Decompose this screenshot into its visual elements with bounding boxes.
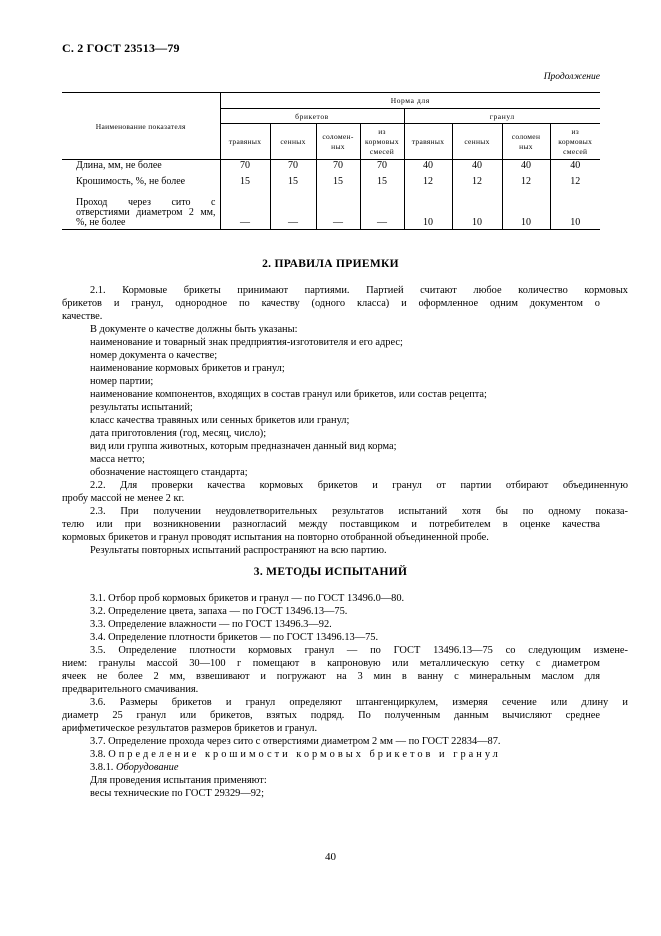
list-item: результаты испытаний; <box>90 402 193 413</box>
list-item: наименование и товарный знак предприятия-изготовителя и его адрес; <box>90 337 403 348</box>
equipment-intro: Для проведения испытания применяют: <box>90 775 267 786</box>
equipment-heading: Оборудование <box>116 762 179 773</box>
cell-value: 15 <box>270 176 316 192</box>
cell-value: 70 <box>360 160 404 176</box>
paragraph-3-3: 3.3. Определение влажности — по ГОСТ 13496.3—92. <box>90 619 332 630</box>
table-row <box>62 192 600 230</box>
list-item: наименование кормовых брикетов и гранул; <box>90 363 285 374</box>
cell-value: 10 <box>404 192 452 230</box>
paragraph-3-2: 3.2. Определение цвета, запаха — по ГОСТ 13496.13—75. <box>90 606 348 617</box>
subheader-feed-briquettes: из кормовых смесей <box>360 124 404 160</box>
subheader-hay-granules: сенных <box>452 124 502 160</box>
continuation-label: Продолжение <box>543 72 600 82</box>
paragraph-3-1: 3.1. Отбор проб кормовых брикетов и гранул — по ГОСТ 13496.0—80. <box>90 593 405 604</box>
list-item: обозначение настоящего стандарта; <box>90 467 248 478</box>
list-item: дата приготовления (год, месяц, число); <box>90 428 267 439</box>
subheader-grass-granules: травяных <box>404 124 452 160</box>
list-item: масса нетто; <box>90 454 145 465</box>
cell-value: 70 <box>316 160 360 176</box>
subheader-hay-briquettes: сенных <box>270 124 316 160</box>
cell-value: 15 <box>220 176 270 192</box>
paragraph-3-5-line: 3.5. Определение плотности кормовых гранул — по ГОСТ 13496.13—75 со следующим измене- <box>90 645 628 656</box>
cell-value: — <box>360 192 404 230</box>
paragraph-2-3-line: телю или при возникновении разногласий между поставщиком и потребителем в оценке качества <box>62 519 600 530</box>
list-item: номер документа о качестве; <box>90 350 218 361</box>
cell-value: 12 <box>452 176 502 192</box>
table-row <box>62 176 600 192</box>
paragraph-3-5-line: ячеек не более 2 мм, взвешивают и погружают на 3 мин в ванну с минеральным маслом для <box>62 671 600 682</box>
list-item: наименование компонентов, входящих в состав гранул или брикетов, или состав рецепта; <box>90 389 487 400</box>
cell-value: 40 <box>452 160 502 176</box>
paragraph-2-3-line: кормовых брикетов и гранул проводят испытания на повторно отобранной объединенной пробе. <box>62 532 489 543</box>
page-number: 40 <box>325 851 336 863</box>
paragraph-3-5-line: предварительного смачивания. <box>62 684 199 695</box>
list-item: вид или группа животных, которым предназначен данный вид корма; <box>90 441 397 452</box>
equipment-item: весы технические по ГОСТ 29329—92; <box>90 788 265 799</box>
paragraph-2-3-line: Результаты повторных испытаний распространяют на всю партию. <box>90 545 387 556</box>
paragraph-2-1-line: брикетов и гранул, однородное по качеству (одного класса) и оформленное одним документом о <box>62 298 600 309</box>
cell-value: 40 <box>404 160 452 176</box>
document-reference: С. 2 ГОСТ 23513—79 <box>62 41 180 55</box>
paragraph-3-6-line: диаметр 25 гранул или брикетов, взятых подряд. По полученным данным вычисляют среднее <box>62 710 600 721</box>
section-2-title: 2. ПРАВИЛА ПРИЕМКИ <box>262 258 399 270</box>
cell-value: 70 <box>270 160 316 176</box>
paragraph-3-5-line: нием: гранулы массой 30—100 г помещают в капроновую или металлическую сетку с диаметром <box>62 658 600 669</box>
paragraph-3-6-line: арифметическое результатов размеров брикетов и гранул. <box>62 723 318 734</box>
paragraph-3-8-title: Определение крошимости кормовых брикетов и гранул <box>108 749 501 760</box>
table-header-granules: гранул <box>404 109 600 124</box>
paragraph-2-1-line: 2.1. Кормовые брикеты принимают партиями. Партией считают любое количество кормовых <box>90 285 628 296</box>
cell-value: 12 <box>550 176 600 192</box>
paragraph-2-3-line: 2.3. При получении неудовлетворительных результатов испытаний хотя бы по одному показа- <box>90 506 628 517</box>
table-header-briquettes: брикетов <box>220 109 404 124</box>
cell-value: 40 <box>550 160 600 176</box>
cell-value: 40 <box>502 160 550 176</box>
quality-doc-intro: В документе о качестве должны быть указаны: <box>90 324 298 335</box>
cell-value: 10 <box>502 192 550 230</box>
cell-value: 12 <box>502 176 550 192</box>
table-header-norm: Норма для <box>220 93 600 109</box>
list-item: класс качества травяных или сенных брикетов или гранул; <box>90 415 350 426</box>
row-label: Крошимость, %, не более <box>76 175 186 187</box>
subheader-straw-granules: соломен ных <box>502 124 550 160</box>
list-item: номер партии; <box>90 376 154 387</box>
norms-table <box>62 92 600 230</box>
table-header-indicator: Наименование показателя <box>62 93 220 160</box>
subheader-grass-briquettes: травяных <box>220 124 270 160</box>
paragraph-2-2-line: пробу массой не менее 2 кг. <box>62 493 185 504</box>
paragraph-3-8: 3.8. Определение крошимости кормовых брикетов и гранул <box>90 749 501 760</box>
cell-value: — <box>220 192 270 230</box>
row-label: Проход через сито с отверстиями диаметром 2 мм, %, не более <box>62 192 220 230</box>
paragraph-3-4: 3.4. Определение плотности брикетов — по ГОСТ 13496.13—75. <box>90 632 379 643</box>
paragraph-2-2-line: 2.2. Для проверки качества кормовых брикетов и гранул от партии отбирают объединенную <box>90 480 628 491</box>
paragraph-2-1-line: качестве. <box>62 311 103 322</box>
paragraph-3-8-1: 3.8.1. Оборудование <box>90 762 179 773</box>
cell-value: 15 <box>360 176 404 192</box>
subheader-feed-granules: из кормовых смесей <box>550 124 600 160</box>
section-3-title: 3. МЕТОДЫ ИСПЫТАНИЙ <box>253 566 408 578</box>
cell-value: 12 <box>404 176 452 192</box>
subheader-straw-briquettes: соломен- ных <box>316 124 360 160</box>
paragraph-3-7: 3.7. Определение прохода через сито с отверстиями диаметром 2 мм — по ГОСТ 22834—87. <box>90 736 501 747</box>
cell-value: — <box>270 192 316 230</box>
cell-value: — <box>316 192 360 230</box>
cell-value: 10 <box>452 192 502 230</box>
cell-value: 15 <box>316 176 360 192</box>
paragraph-3-6-line: 3.6. Размеры брикетов и гранул определяют штангенциркулем, измеряя сечение или длину и <box>90 697 628 708</box>
row-label: Длина, мм, не более <box>76 160 162 171</box>
cell-value: 10 <box>550 192 600 230</box>
cell-value: 70 <box>220 160 270 176</box>
table-row <box>62 160 600 176</box>
